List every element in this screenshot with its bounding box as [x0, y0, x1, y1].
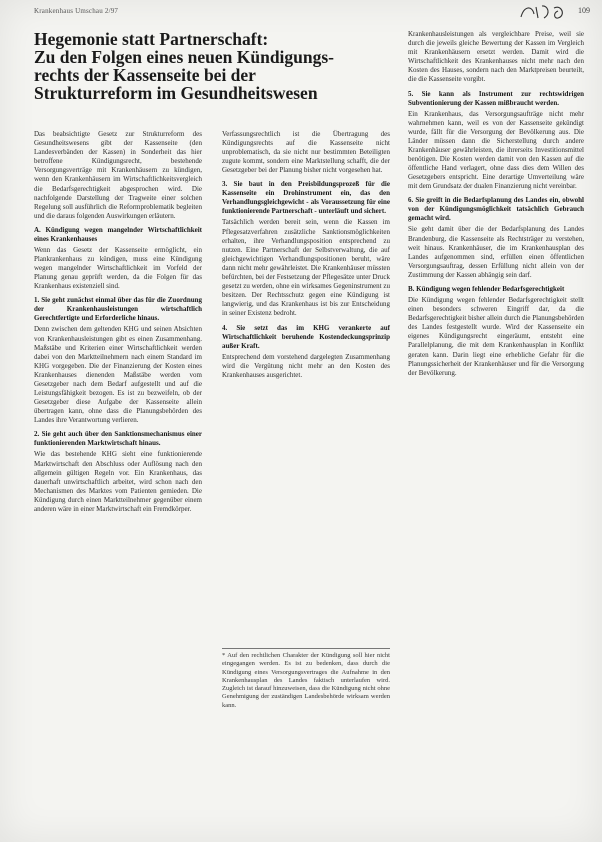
paragraph: Krankenhausleistungen als vergleichbare Preise, weil sie durch die jeweils gleiche Bewertung der Kassen im Vergleich mit Krankenhäusern ersetzt werden. Damit wird die Wirtschaftlichkeit des Krankenhauses nicht mehr nach den Kosten des Hauses, sondern nach den Marktpreisen beurteilt, die die Kassenseite vorgibt.: [408, 30, 584, 84]
section-heading-a: A. Kündigung wegen mangelnder Wirtschaftlichkeit eines Krankenhauses: [34, 225, 202, 243]
paragraph: Sie geht damit über die der Bedarfsplanung des Landes Brandenburg, die Kassenseite als Rechtsträger zu verstehen, weit hinaus. Krankenhäuser, die im Krankenhausplan des Landes aufgenommen sind, erfüllen einen öffentlichen Versorgungsauftrag, dessen Erfüllung nicht allein von der Zustimmung der Kassen abhängig sein darf.: [408, 225, 584, 279]
title-line: rechts der Kassenseite bei der: [34, 65, 256, 85]
text-column-2: [222, 130, 390, 384]
title-line: Strukturreform im Gesundheitswesen: [34, 83, 318, 103]
section-heading-2: 2. Sie geht auch über den Sanktionsmechanismus einer funktionierenden Marktwirtschaft hinaus.: [34, 430, 202, 448]
section-heading-4: 4. Sie setzt das im KHG verankerte auf Wirtschaftlichkeit beruhende Kostendeckungsprinzip außer Kraft.: [222, 323, 390, 350]
paragraph: Die Kündigung wegen fehlender Bedarfsgerechtigkeit stellt einen besonders schweren Eingriff dar, da die Bedarfsgerechtigkeit bisher allein durch die Planungsbehörden des Landes festgestellt wurde. Wird der Kassenseite ein eigenes Kündigungsrecht eingeräumt, entsteht eine Parallelplanung, die mit dem Krankenhausplan in Konflikt geraten kann. Darin liegt eine erhebliche Gefahr für die Planungssicherheit der Krankenhäuser und für die Versorgung der Bevölkerung.: [408, 295, 584, 377]
footnote: [222, 648, 390, 710]
paragraph: Ein Krankenhaus, das Versorgungsaufträge nicht mehr wahrnehmen kann, weil es von der Kassenseite gekündigt wurde, fällt für die Versorgung der Bevölkerung aus. Die Länder müssen dann die Sicherstellung durch andere Krankenhäuser gewährleisten, die ihrerseits Investitionsmittel benötigen. Die Kosten werden damit von den Kassen auf die öffentliche Hand verlagert, ohne dass dies dem Willen des Gesetzgebers entspricht. Eine derartige Umverteilung wäre mit dem Grundsatz der dualen Finanzierung nicht vereinbar.: [408, 109, 584, 191]
section-heading-b: B. Kündigung wegen fehlender Bedarfsgerechtigkeit: [408, 284, 565, 293]
section-heading-6: 6. Sie greift in die Bedarfsplanung des Landes ein, obwohl von der Kündigungsmöglichkeit tatsächlich Gebrauch gemacht wird.: [408, 196, 584, 223]
text-column-1: [34, 130, 202, 518]
title-line: Hegemonie statt Partnerschaft:: [34, 29, 269, 49]
intro-paragraph: Das beabsichtigte Gesetz zur Strukturreform des Gesundheitswesens gibt der Kassenseite (den Landesverbänden der Kassen) in Sonderheit das hier betroffene Kündigungsrecht, bestehende Versorgungsverträge mit Krankenhäusern zu kündigen, wenn den Krankenhäusern im Wirtschaftlichkeitsvergleich die Bedarfsgerechtigkeit abgesprochen wird. Die nachfolgende Darstellung der Tragweite einer solchen Regelung soll ausführlich die Reformproblematik begleiten und die daraus folgenden Auswirkungen erläutern.: [34, 130, 202, 220]
paragraph: Wie das bestehende KHG sieht eine funktionierende Marktwirtschaft den Abschluss oder Auflösung nach den allgemein gültigen Regeln vor. Ein Krankenhaus, das dauerhaft unwirtschaftlich arbeitet, wird schon nach den Mechanismen des Marktes vom Patienten gemieden. Die Kündigung durch einen Marktteilnehmer gegenüber einem anderen wäre in einer Marktwirtschaft ein Fremdkörper.: [34, 450, 202, 513]
paragraph: Tatsächlich werden bereit sein, wenn die Kassen im Pflegesatzverfahren zusätzliche Sanktionsmöglichkeiten erhalten, ihre Verhandlungsposition entsprechend zu nutzen. Eine Partnerschaft der Selbstverwaltung, die auf gleichgewichtigen Verhandlungspositionen beruht, wäre dann nicht mehr gewährleistet. Die Krankenhäuser müssten befürchten, bei der Festsetzung der Pflegesätze unter Druck gesetzt zu werden, ohne ein wirksames Gegeninstrument zu besitzen. Der Rechtsschutz gegen eine Kündigung ist langwierig, und das Krankenhaus ist bis zur Entscheidung in seiner Existenz bedroht.: [222, 218, 390, 318]
paragraph: Entsprechend dem vorstehend dargelegten Zusammenhang wird die Vergütung nicht mehr an den Kosten des Krankenhauses ausgerichtet.: [222, 352, 390, 379]
footnote-text: * Auf den rechtlichen Charakter der Kündigung soll hier nicht eingegangen werden. Es ist zu bedenken, dass durch die Kündigung eines Versorgungsvertrages die Aufnahme in den Krankenhausplan des Landes faktisch unterlaufen wird. Zugleich ist darauf hinzuweisen, dass die Kündigung nicht ohne Genehmigung der zuständigen Landesbehörde wirksam werden kann.: [222, 652, 390, 709]
title-line: Zu den Folgen eines neuen Kündigungs-: [34, 47, 335, 67]
page-number: 109: [578, 6, 590, 15]
paragraph: Verfassungsrechtlich ist die Übertragung des Kündigungsrechts auf die Kassenseite nicht unproblematisch, da sie nicht nur bestimmten Beteiligten zugute kommt, sondern eine Marktstellung schafft, die der Gesetzgeber bei der Planung bisher nicht vorgesehen hat.: [222, 130, 390, 175]
paragraph: Denn zwischen dem geltenden KHG und seinen Absichten von Krankenhausleistungen gibt es einen Zusammenhang. Maßstäbe und Kriterien einer Wirtschaftlichkeit werden dabei von den Marktteilnehmern nach einem Standard im KHG vorgegeben. Die der Finanzierung der Kosten eines Krankenhauses dienenden Maßstäbe werden vom Gesetzgeber nach dem Bedarf aufgestellt und auf die Leistungsfähigkeit bezogen. Es ist zu bezweifeln, ob der Gesetzgeber diese Aufgabe der Kassenseite allein übertragen kann, ohne dass die Planungsbehörden des Landes ihre Verantwortung verlieren.: [34, 325, 202, 425]
running-head: Krankenhaus Umschau 2/97: [34, 7, 119, 15]
section-heading-5: 5. Sie kann als Instrument zur rechtswidrigen Subventionierung der Kassen mißbraucht werden.: [408, 89, 584, 107]
paragraph: Wenn das Gesetz der Kassenseite ermöglicht, ein Plankrankenhaus zu kündigen, muss eine Kündigung wegen mangelnder Wirtschaftlichkeit im Vorfeld der Planung genau geprüft werden, da die Folgen für das Krankenhaus existenziell sind.: [34, 245, 202, 291]
article-title: [34, 30, 394, 102]
section-heading-1: 1. Sie geht zunächst einmal über das für die Zuordnung der Krankenhausleistungen wirtschaftlich Gerechtfertigte und Erforderliche hinaus.: [34, 296, 202, 323]
section-heading-3: 3. Sie baut in den Preisbildungsprozeß für die Kassenseite ein Drohinstrument ein, das den Verhandlungsgleichgewicht - als Voraussetzung für eine funktionierende Partnerschaft - unterläuft und sichert.: [222, 180, 390, 216]
handwritten-stamp: [518, 2, 570, 22]
text-column-3: [408, 30, 584, 382]
